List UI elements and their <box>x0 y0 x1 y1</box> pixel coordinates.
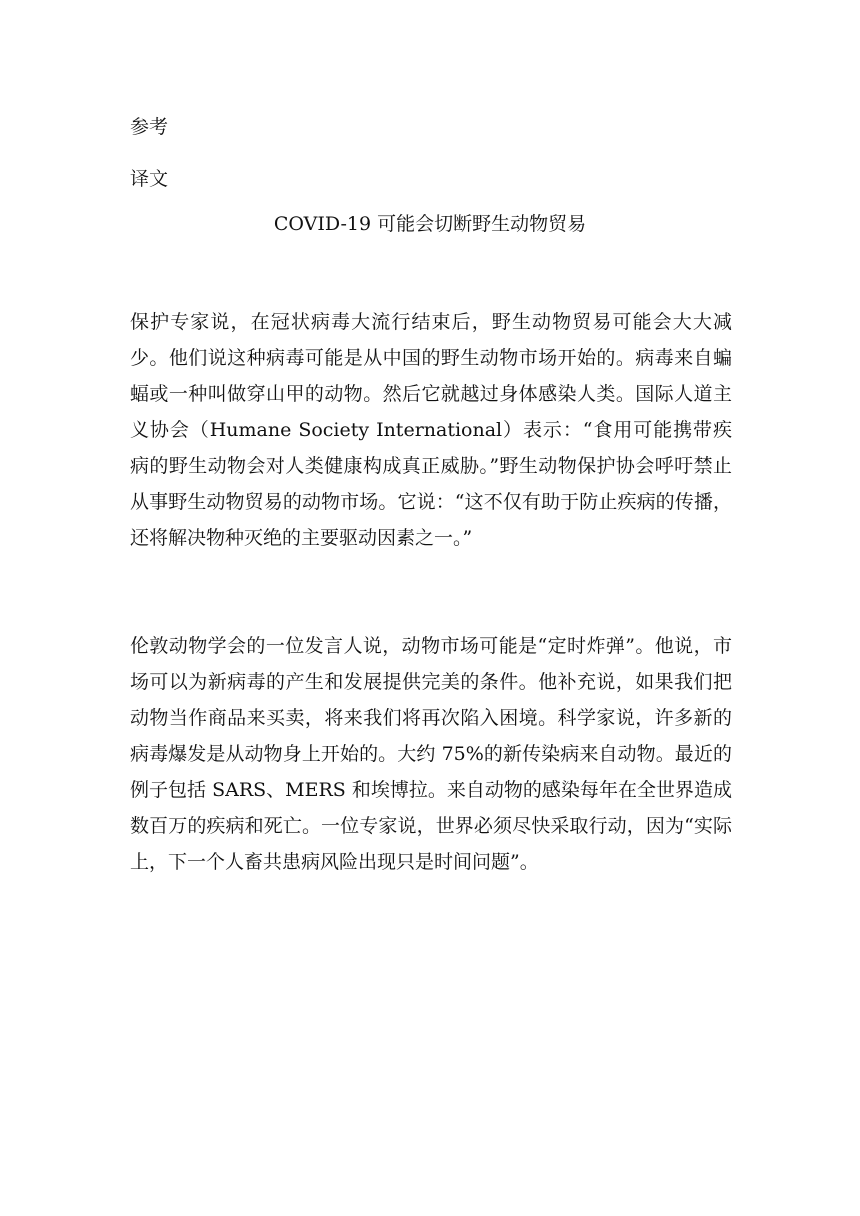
article-paragraph-1: 保护专家说，在冠状病毒大流行结束后，野生动物贸易可能会大大减少。他们说这种病毒可能是从中国的野生动物市场开始的。病毒来自蝙蝠或一种叫做穿山甲的动物。然后它就越过身体感染人类。国际人道主义协会（Humane Society International）表示：“食用可能携带疾病的野生动物会对人类健康构成真正威胁。”野生动物保护协会呼吁禁止从事野生动物贸易的动物市场。它说：“这不仅有助于防止疾病的传播，还将解决物种灭绝的主要驱动因素之一。” <box>130 311 732 549</box>
translation-label: 译文 <box>130 168 169 190</box>
article-title: COVID-19 可能会切断野生动物贸易 <box>273 213 587 235</box>
article-paragraph-2: 伦敦动物学会的一位发言人说，动物市场可能是“定时炸弹”。他说，市场可以为新病毒的产生和发展提供完美的条件。他补充说，如果我们把动物当作商品来买卖，将来我们将再次陷入困境。科学家说，许多新的病毒爆发是从动物身上开始的。大约 75%的新传染病来自动物。最近的例子包括 SARS、MERS 和埃博拉。来自动物的感染每年在全世界造成数百万的疾病和死亡。一位专家说，世界必须尽快采取行动，因为“实际上，下一个人畜共患病风险出现只是时间问题”。 <box>130 635 732 873</box>
reference-label: 参考 <box>130 116 169 138</box>
